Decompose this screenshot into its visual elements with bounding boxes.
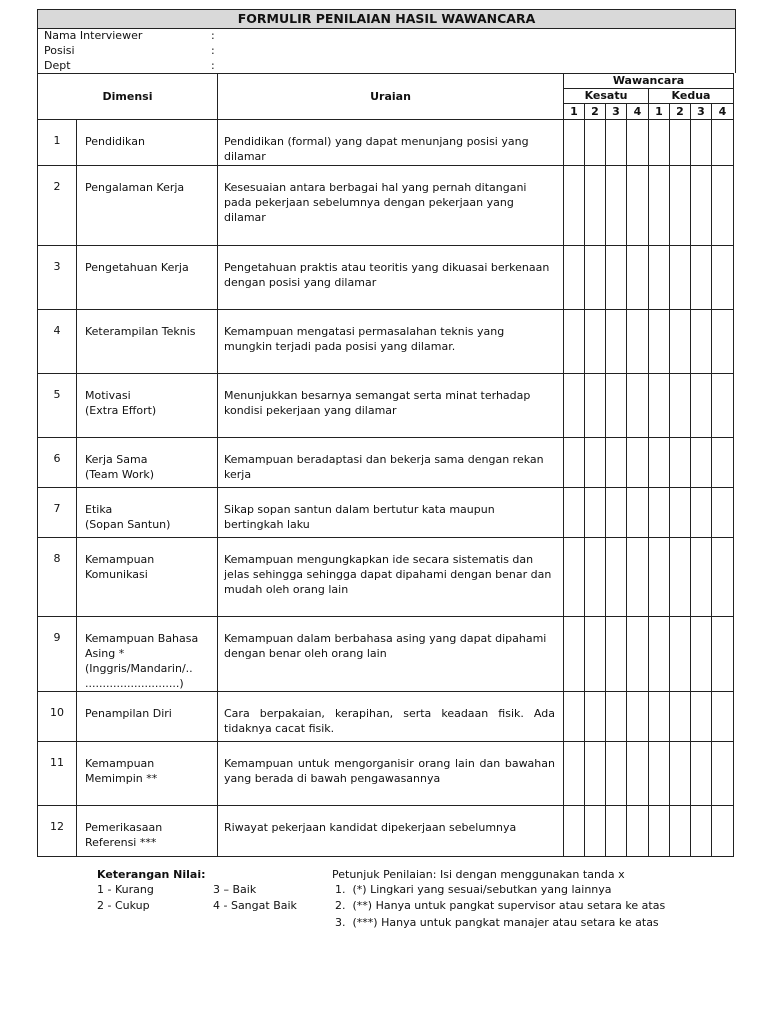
dimension-cell <box>77 488 218 538</box>
score-cell-kesatu-4[interactable] <box>627 806 649 857</box>
score-cell-kedua-2[interactable] <box>670 166 691 246</box>
info-row-posisi <box>44 43 215 58</box>
score-cell-kedua-1[interactable] <box>649 488 670 538</box>
score-cell-kesatu-1[interactable] <box>564 438 585 488</box>
dimension-label: (Sopan Santun) <box>85 518 171 531</box>
dimension-label: Pengetahuan Kerja <box>85 261 189 274</box>
row-number: 2 <box>38 166 77 246</box>
dimension-cell <box>77 438 218 488</box>
info-box <box>37 28 736 73</box>
score-cell-kesatu-3[interactable] <box>606 692 627 742</box>
table-row <box>38 374 734 438</box>
score-cell-kedua-4[interactable] <box>712 806 734 857</box>
dimension-label: Kemampuan <box>85 757 155 770</box>
score-cell-kedua-2[interactable] <box>670 488 691 538</box>
instruction-item: 1. (*) Lingkari yang sesuai/sebutkan yang lainnya <box>335 883 612 896</box>
row-number: 6 <box>38 438 77 488</box>
legend-item: 2 - Cukup <box>97 899 150 912</box>
score-cell-kesatu-3[interactable] <box>606 374 627 438</box>
score-cell-kedua-2[interactable] <box>670 617 691 692</box>
dimension-cell <box>77 742 218 806</box>
description-cell: Riwayat pekerjaan kandidat dipekerjaan sebelumnya <box>218 806 564 857</box>
score-cell-kesatu-4[interactable] <box>627 246 649 310</box>
score-cell-kedua-4[interactable] <box>712 438 734 488</box>
score-cell-kesatu-1[interactable] <box>564 166 585 246</box>
legend-title: Keterangan Nilai: <box>97 868 206 881</box>
dimension-label: Etika <box>85 503 113 516</box>
dimension-cell <box>77 806 218 857</box>
score-cell-kedua-3[interactable] <box>691 806 712 857</box>
info-row-dept <box>44 58 215 73</box>
score-cell-kedua-2[interactable] <box>670 438 691 488</box>
dimension-label: Kemampuan <box>85 553 155 566</box>
description-cell: Kemampuan mengungkapkan ide secara sistematis dan jelas sehingga sehingga dapat dipahami dengan benar dan mudah oleh orang lain <box>218 538 564 617</box>
score-cell-kesatu-2[interactable] <box>585 488 606 538</box>
score-cell-kesatu-4[interactable] <box>627 120 649 166</box>
info-colon: : <box>211 29 215 42</box>
score-cell-kesatu-4[interactable] <box>627 166 649 246</box>
dimension-label: Pendidikan <box>85 135 145 148</box>
score-cell-kedua-3[interactable] <box>691 374 712 438</box>
score-cell-kedua-2[interactable] <box>670 742 691 806</box>
header-dimensi: Dimensi <box>38 74 218 120</box>
score-cell-kedua-4[interactable] <box>712 120 734 166</box>
score-cell-kedua-3[interactable] <box>691 692 712 742</box>
description-cell: Menunjukkan besarnya semangat serta minat terhadap kondisi pekerjaan yang dilamar <box>218 374 564 438</box>
table-row <box>38 538 734 617</box>
score-cell-kesatu-3[interactable] <box>606 742 627 806</box>
score-cell-kesatu-1[interactable] <box>564 310 585 374</box>
score-cell-kesatu-3[interactable] <box>606 488 627 538</box>
instructions-title: Petunjuk Penilaian: Isi dengan menggunakan tanda x <box>332 868 625 881</box>
header-wawancara: Wawancara <box>564 74 734 89</box>
score-cell-kesatu-3[interactable] <box>606 538 627 617</box>
info-colon: : <box>211 59 215 72</box>
score-cell-kedua-2[interactable] <box>670 806 691 857</box>
instruction-item: 3. (***) Hanya untuk pangkat manajer atau setara ke atas <box>335 916 659 929</box>
score-cell-kedua-4[interactable] <box>712 742 734 806</box>
score-cell-kedua-1[interactable] <box>649 742 670 806</box>
score-cell-kesatu-2[interactable] <box>585 806 606 857</box>
score-cell-kedua-3[interactable] <box>691 120 712 166</box>
description-cell: Sikap sopan santun dalam bertutur kata maupun bertingkah laku <box>218 488 564 538</box>
score-cell-kesatu-1[interactable] <box>564 806 585 857</box>
score-cell-kesatu-1[interactable] <box>564 488 585 538</box>
info-label: Nama Interviewer <box>44 29 143 42</box>
dimension-label: Kerja Sama <box>85 453 148 466</box>
score-col-header: 1 <box>649 104 670 120</box>
score-cell-kesatu-2[interactable] <box>585 742 606 806</box>
score-cell-kesatu-2[interactable] <box>585 538 606 617</box>
score-cell-kesatu-1[interactable] <box>564 120 585 166</box>
dimension-label: (Inggris/Mandarin/.. <box>85 662 193 675</box>
dimension-label: Asing * <box>85 647 125 660</box>
dimension-cell <box>77 617 218 692</box>
score-cell-kesatu-2[interactable] <box>585 166 606 246</box>
header-uraian: Uraian <box>218 74 564 120</box>
legend-item: 1 - Kurang <box>97 883 154 896</box>
assessment-table <box>37 73 734 857</box>
score-cell-kesatu-2[interactable] <box>585 438 606 488</box>
dimension-label: ...........................) <box>85 677 184 690</box>
score-cell-kesatu-1[interactable] <box>564 374 585 438</box>
row-number: 7 <box>38 488 77 538</box>
score-cell-kedua-3[interactable] <box>691 310 712 374</box>
score-cell-kesatu-1[interactable] <box>564 692 585 742</box>
score-cell-kedua-3[interactable] <box>691 438 712 488</box>
score-cell-kedua-2[interactable] <box>670 120 691 166</box>
dimension-cell <box>77 692 218 742</box>
description-cell: Kemampuan dalam berbahasa asing yang dapat dipahami dengan benar oleh orang lain <box>218 617 564 692</box>
info-row-interviewer <box>44 28 215 43</box>
score-cell-kedua-3[interactable] <box>691 538 712 617</box>
score-cell-kedua-4[interactable] <box>712 617 734 692</box>
dimension-cell <box>77 374 218 438</box>
score-cell-kedua-4[interactable] <box>712 246 734 310</box>
dimension-cell <box>77 120 218 166</box>
score-cell-kesatu-1[interactable] <box>564 742 585 806</box>
score-cell-kesatu-3[interactable] <box>606 246 627 310</box>
score-cell-kedua-2[interactable] <box>670 538 691 617</box>
description-cell: Pengetahuan praktis atau teoritis yang dikuasai berkenaan dengan posisi yang dilamar <box>218 246 564 310</box>
dimension-label: Referensi *** <box>85 836 157 849</box>
score-cell-kedua-4[interactable] <box>712 374 734 438</box>
score-col-header: 2 <box>670 104 691 120</box>
score-col-header: 1 <box>564 104 585 120</box>
row-number: 10 <box>38 692 77 742</box>
score-cell-kesatu-3[interactable] <box>606 617 627 692</box>
score-cell-kesatu-2[interactable] <box>585 617 606 692</box>
score-cell-kesatu-4[interactable] <box>627 538 649 617</box>
description-cell: Kemampuan beradaptasi dan bekerja sama dengan rekan kerja <box>218 438 564 488</box>
row-number: 4 <box>38 310 77 374</box>
row-number: 1 <box>38 120 77 166</box>
score-cell-kesatu-4[interactable] <box>627 488 649 538</box>
score-cell-kesatu-3[interactable] <box>606 120 627 166</box>
dimension-cell <box>77 538 218 617</box>
info-colon: : <box>211 44 215 57</box>
row-number: 12 <box>38 806 77 857</box>
dimension-label: Pengalaman Kerja <box>85 181 185 194</box>
score-cell-kesatu-1[interactable] <box>564 246 585 310</box>
score-cell-kedua-1[interactable] <box>649 438 670 488</box>
info-label: Posisi <box>44 44 75 57</box>
score-cell-kedua-3[interactable] <box>691 488 712 538</box>
form-title: FORMULIR PENILAIAN HASIL WAWANCARA <box>37 9 736 29</box>
score-cell-kesatu-4[interactable] <box>627 438 649 488</box>
score-col-header: 4 <box>712 104 734 120</box>
score-cell-kedua-3[interactable] <box>691 617 712 692</box>
score-cell-kesatu-3[interactable] <box>606 438 627 488</box>
score-cell-kedua-1[interactable] <box>649 538 670 617</box>
score-cell-kedua-1[interactable] <box>649 120 670 166</box>
header-kesatu: Kesatu <box>564 89 649 104</box>
score-cell-kedua-2[interactable] <box>670 310 691 374</box>
header-kedua: Kedua <box>649 89 734 104</box>
score-col-header: 2 <box>585 104 606 120</box>
dimension-label: Motivasi <box>85 389 131 402</box>
legend-item: 4 - Sangat Baik <box>213 899 297 912</box>
score-cell-kesatu-3[interactable] <box>606 166 627 246</box>
score-cell-kesatu-4[interactable] <box>627 742 649 806</box>
table-row <box>38 806 734 857</box>
score-cell-kedua-3[interactable] <box>691 742 712 806</box>
info-label: Dept <box>44 59 71 72</box>
instruction-item: 2. (**) Hanya untuk pangkat supervisor atau setara ke atas <box>335 899 666 912</box>
score-cell-kesatu-2[interactable] <box>585 692 606 742</box>
dimension-label: (Team Work) <box>85 468 155 481</box>
dimension-cell <box>77 310 218 374</box>
table-row <box>38 692 734 742</box>
dimension-label: Memimpin ** <box>85 772 158 785</box>
score-cell-kedua-4[interactable] <box>712 488 734 538</box>
row-number: 8 <box>38 538 77 617</box>
score-cell-kesatu-4[interactable] <box>627 617 649 692</box>
table-row <box>38 246 734 310</box>
table-row <box>38 120 734 166</box>
score-cell-kesatu-2[interactable] <box>585 374 606 438</box>
table-row <box>38 310 734 374</box>
description-cell: Cara berpakaian, kerapihan, serta keadaan fisik. Ada tidaknya cacat fisik. <box>218 692 564 742</box>
description-cell: Kemampuan mengatasi permasalahan teknis yang mungkin terjadi pada posisi yang dilamar. <box>218 310 564 374</box>
dimension-label: (Extra Effort) <box>85 404 157 417</box>
score-cell-kedua-1[interactable] <box>649 310 670 374</box>
row-number: 5 <box>38 374 77 438</box>
table-row <box>38 438 734 488</box>
score-cell-kedua-3[interactable] <box>691 166 712 246</box>
score-col-header: 3 <box>606 104 627 120</box>
score-cell-kedua-4[interactable] <box>712 310 734 374</box>
score-cell-kesatu-3[interactable] <box>606 310 627 374</box>
row-number: 11 <box>38 742 77 806</box>
score-cell-kedua-1[interactable] <box>649 806 670 857</box>
dimension-label: Pemerikasaan <box>85 821 163 834</box>
score-cell-kesatu-2[interactable] <box>585 310 606 374</box>
legend-item: 3 – Baik <box>213 883 257 896</box>
score-cell-kedua-3[interactable] <box>691 246 712 310</box>
table-row <box>38 742 734 806</box>
score-cell-kedua-4[interactable] <box>712 692 734 742</box>
dimension-label: Kemampuan Bahasa <box>85 632 199 645</box>
score-cell-kedua-1[interactable] <box>649 374 670 438</box>
table-row <box>38 488 734 538</box>
score-col-header: 4 <box>627 104 649 120</box>
score-cell-kedua-2[interactable] <box>670 692 691 742</box>
score-cell-kesatu-4[interactable] <box>627 374 649 438</box>
table-row <box>38 617 734 692</box>
score-cell-kesatu-1[interactable] <box>564 617 585 692</box>
description-cell: Kemampuan untuk mengorganisir orang lain dan bawahan yang berada di bawah pengawasannya <box>218 742 564 806</box>
score-cell-kedua-1[interactable] <box>649 246 670 310</box>
description-cell: Kesesuaian antara berbagai hal yang pernah ditangani pada pekerjaan sebelumnya dengan pekerjaan yang dilamar <box>218 166 564 246</box>
score-cell-kedua-4[interactable] <box>712 166 734 246</box>
score-cell-kesatu-4[interactable] <box>627 692 649 742</box>
score-cell-kedua-2[interactable] <box>670 246 691 310</box>
score-cell-kedua-1[interactable] <box>649 166 670 246</box>
score-cell-kedua-4[interactable] <box>712 538 734 617</box>
row-number: 9 <box>38 617 77 692</box>
description-cell: Pendidikan (formal) yang dapat menunjang posisi yang dilamar <box>218 120 564 166</box>
score-cell-kesatu-2[interactable] <box>585 246 606 310</box>
score-cell-kesatu-4[interactable] <box>627 310 649 374</box>
score-cell-kedua-1[interactable] <box>649 692 670 742</box>
dimension-cell <box>77 246 218 310</box>
score-cell-kedua-2[interactable] <box>670 374 691 438</box>
dimension-label: Komunikasi <box>85 568 148 581</box>
dimension-cell <box>77 166 218 246</box>
score-cell-kesatu-2[interactable] <box>585 120 606 166</box>
score-cell-kedua-1[interactable] <box>649 617 670 692</box>
dimension-label: Keterampilan Teknis <box>85 325 196 338</box>
row-number: 3 <box>38 246 77 310</box>
table-row <box>38 166 734 246</box>
dimension-label: Penampilan Diri <box>85 707 172 720</box>
score-cell-kesatu-1[interactable] <box>564 538 585 617</box>
score-col-header: 3 <box>691 104 712 120</box>
score-cell-kesatu-3[interactable] <box>606 806 627 857</box>
